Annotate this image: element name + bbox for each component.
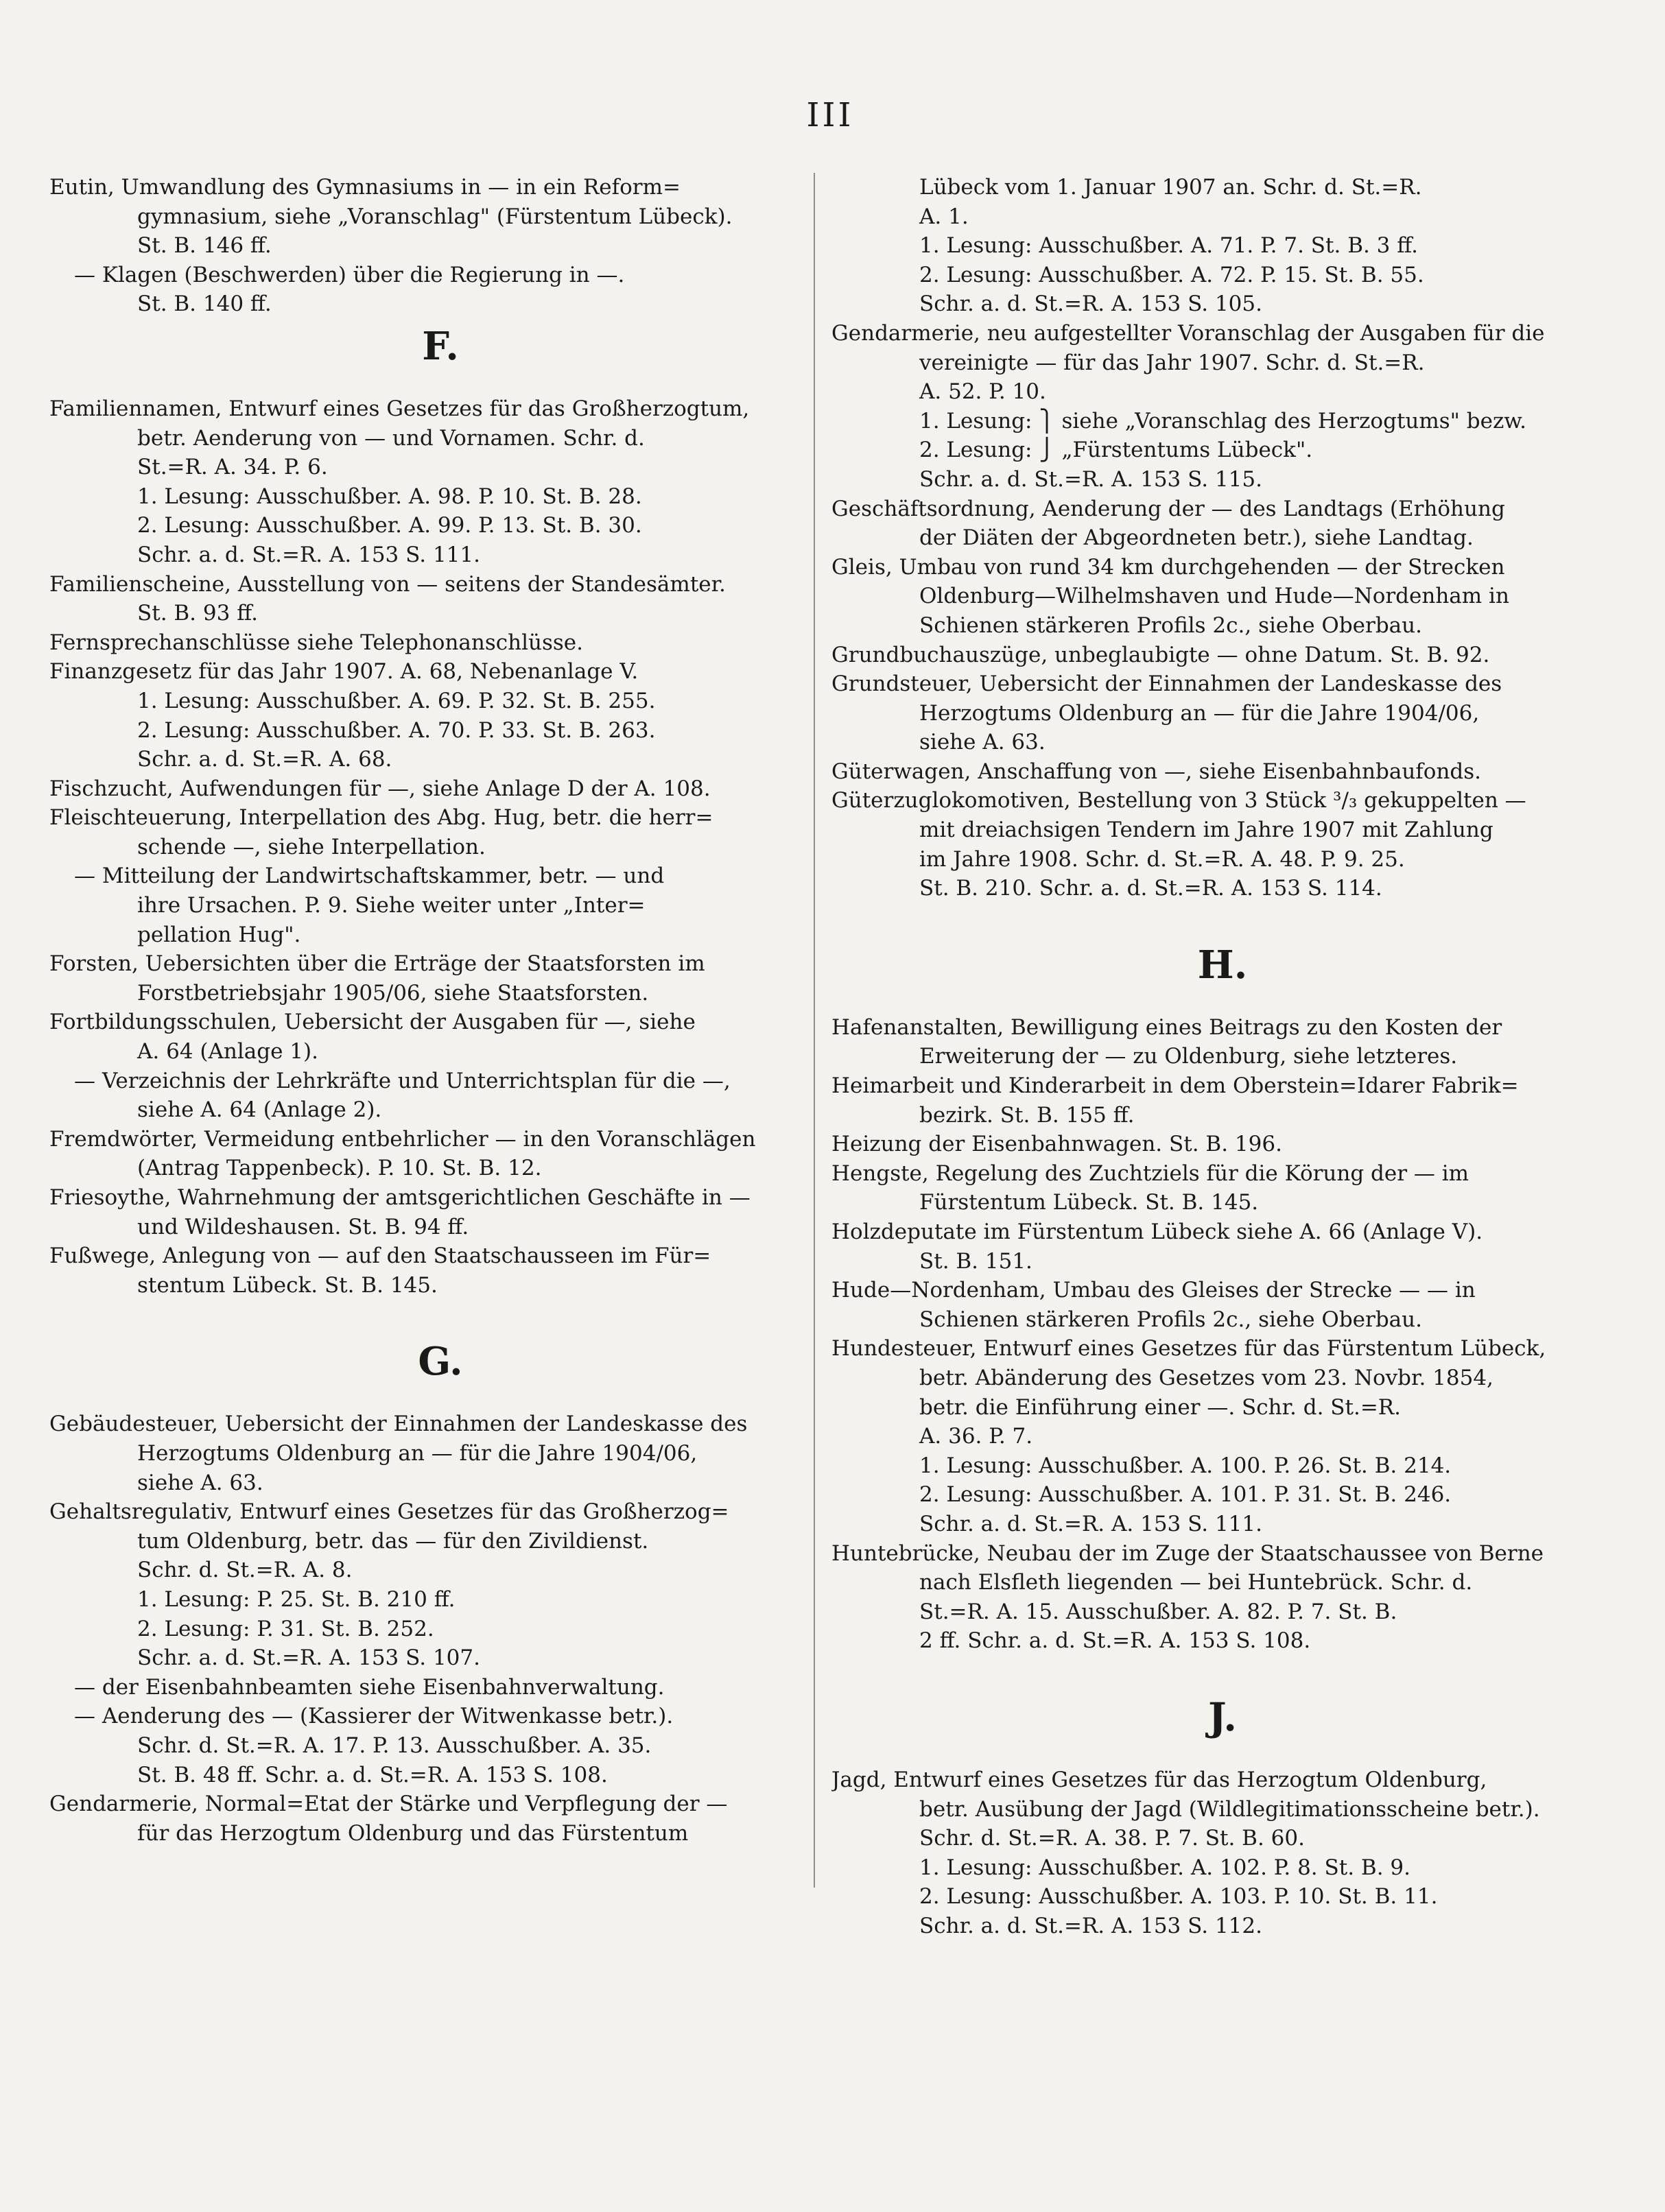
index-entry-line: Schr. d. St.=R. A. 17. P. 13. Ausschußber. A. 35. <box>137 1733 652 1758</box>
index-entry-line: — Verzeichnis der Lehrkräfte und Unterrichtsplan für die —, <box>74 1068 731 1093</box>
index-entry-line: der Diäten der Abgeordneten betr.), siehe Landtag. <box>919 525 1474 551</box>
index-entry-heading: Güterwagen, Anschaffung von —, siehe Eisenbahnbaufonds. <box>831 759 1482 784</box>
index-entry-line: stentum Lübeck. St. B. 145. <box>137 1272 438 1298</box>
index-entry-line: Forstbetriebsjahr 1905/06, siehe Staatsforsten. <box>137 980 649 1006</box>
index-entry-line: ihre Ursachen. P. 9. Siehe weiter unter „Inter= <box>137 893 646 918</box>
index-entry-heading: Heizung der Eisenbahnwagen. St. B. 196. <box>831 1132 1282 1157</box>
index-entry-line: 2. Lesung: Ausschußber. A. 70. P. 33. St. B. 263. <box>137 717 656 743</box>
index-entry-heading: Eutin, Umwandlung des Gymnasiums in — in ein Reform= <box>49 175 681 200</box>
index-entry-line: Herzogtums Oldenburg an — für die Jahre 1904/06, <box>919 700 1480 726</box>
index-entry-line: mit dreiachsigen Tendern im Jahre 1907 mit Zahlung <box>919 818 1493 843</box>
index-entry-heading: Holzdeputate im Fürstentum Lübeck siehe A. 66 (Anlage V). <box>831 1220 1483 1244</box>
index-entry-line: (Antrag Tappenbeck). P. 10. St. B. 12. <box>137 1156 542 1181</box>
index-entry-heading: Finanzgesetz für das Jahr 1907. A. 68, Nebenanlage V. <box>49 659 639 685</box>
index-entry-line: pellation Hug". <box>137 922 301 947</box>
index-entry-line: gymnasium, siehe „Voranschlag" (Fürstentum Lübeck). <box>137 204 733 229</box>
index-entry-line: 2. Lesung: Ausschußber. A. 99. P. 13. St. B. 30. <box>137 513 642 538</box>
index-entry-line: St.=R. A. 15. Ausschußber. A. 82. P. 7. St. B. <box>919 1599 1397 1624</box>
index-entry-line: Herzogtums Oldenburg an — für die Jahre 1904/06, <box>137 1440 698 1466</box>
index-entry-line: im Jahre 1908. Schr. d. St.=R. A. 48. P. 9. 25. <box>919 846 1405 872</box>
index-entry-line: Schr. a. d. St.=R. A. 153 S. 105. <box>919 292 1262 317</box>
index-entry-line: St.=R. A. 34. P. 6. <box>137 455 328 480</box>
index-entry-line: Lübeck vom 1. Januar 1907 an. Schr. d. St.=R. <box>919 175 1422 200</box>
index-entry-line: tum Oldenburg, betr. das — für den Zivildienst. <box>137 1528 649 1554</box>
index-entry-heading: Familienscheine, Ausstellung von — seitens der Standesämter. <box>49 571 726 597</box>
index-entry-heading: Jagd, Entwurf eines Gesetzes für das Herzogtum Oldenburg, <box>831 1767 1487 1792</box>
index-entry-heading: Grundsteuer, Uebersicht der Einnahmen der Landeskasse des <box>831 671 1502 697</box>
index-entry-line: betr. Aenderung von — und Vornamen. Schr. d. <box>137 425 645 451</box>
index-entry-line: Oldenburg—Wilhelmshaven und Hude—Nordenham in <box>919 584 1509 609</box>
index-entry-line: Schr. a. d. St.=R. A. 153 S. 111. <box>137 542 480 567</box>
index-entry-heading: Gehaltsregulativ, Entwurf eines Gesetzes für das Großherzog= <box>49 1499 729 1525</box>
index-entry-line: Erweiterung der — zu Oldenburg, siehe letzteres. <box>919 1044 1458 1069</box>
index-entry-line: — Mitteilung der Landwirtschaftskammer, betr. — und <box>74 864 665 889</box>
index-entry-line: 2. Lesung: Ausschußber. A. 103. P. 10. St. B. 11. <box>919 1884 1438 1910</box>
index-entry-line: Schr. a. d. St.=R. A. 153 S. 107. <box>137 1645 480 1671</box>
column-divider <box>814 173 815 1888</box>
index-entry-line: 1. Lesung: Ausschußber. A. 100. P. 26. St. B. 214. <box>919 1453 1452 1478</box>
index-entry-line: siehe A. 63. <box>919 730 1046 755</box>
index-entry-line: Schr. a. d. St.=R. A. 68. <box>137 747 392 772</box>
index-entry-line: Fürstentum Lübeck. St. B. 145. <box>919 1190 1259 1215</box>
index-entry-line: — der Eisenbahnbeamten siehe Eisenbahnverwaltung. <box>74 1674 665 1700</box>
index-entry-line: A. 36. P. 7. <box>919 1424 1033 1449</box>
index-entry-heading: Fleischteuerung, Interpellation des Abg. Hug, betr. die herr= <box>49 805 713 831</box>
index-entry-line: betr. Ausübung der Jagd (Wildlegitimationsscheine betr.). <box>919 1796 1540 1822</box>
index-entry-line: 2. Lesung: P. 31. St. B. 252. <box>137 1616 434 1641</box>
index-entry-line: St. B. 151. <box>919 1248 1032 1274</box>
left-column <box>49 173 831 1848</box>
index-entry-heading: Friesoythe, Wahrnehmung der amtsgerichtlichen Geschäfte in — <box>49 1185 751 1210</box>
index-entry-heading: Fußwege, Anlegung von — auf den Staatschausseen im Für= <box>49 1244 711 1269</box>
index-entry-line: 1. Lesung: Ausschußber. A. 98. P. 10. St. B. 28. <box>137 484 642 509</box>
index-entry-line: A. 64 (Anlage 1). <box>137 1039 318 1065</box>
index-entry-line: — Klagen (Beschwerden) über die Regierung in —. <box>74 262 625 287</box>
index-entry-line: A. 52. P. 10. <box>919 379 1046 405</box>
index-entry-line: 2. Lesung: ⎭ „Fürstentums Lübeck". <box>919 438 1313 463</box>
right-column <box>831 173 1614 1940</box>
index-entry-line: siehe A. 63. <box>137 1470 263 1495</box>
index-entry-line: — Aenderung des — (Kassierer der Witwenkasse betr.). <box>74 1704 674 1729</box>
index-entry-line: Schienen stärkeren Profils 2c., siehe Oberbau. <box>919 613 1422 638</box>
index-entry-line: 1. Lesung: Ausschußber. A. 102. P. 8. St. B. 9. <box>919 1855 1410 1880</box>
index-entry-line: für das Herzogtum Oldenburg und das Fürstentum <box>137 1820 689 1846</box>
index-entry-line: Schr. a. d. St.=R. A. 153 S. 112. <box>919 1913 1262 1938</box>
section-letter-heading: F. <box>422 323 459 369</box>
section-letter-heading: J. <box>1208 1694 1237 1740</box>
index-entry-line: vereinigte — für das Jahr 1907. Schr. d. St.=R. <box>919 350 1425 375</box>
index-entry-heading: Gebäudesteuer, Uebersicht der Einnahmen der Landeskasse des <box>49 1412 748 1437</box>
index-entry-heading: Hengste, Regelung des Zuchtziels für die Körung der — im <box>831 1161 1469 1186</box>
index-entry-heading: Hude—Nordenham, Umbau des Gleises der Strecke — — in <box>831 1278 1476 1303</box>
page-number: III <box>806 96 854 134</box>
index-entry-line: Schr. a. d. St.=R. A. 153 S. 111. <box>919 1511 1262 1536</box>
index-entry-line: 1. Lesung: Ausschußber. A. 71. P. 7. St. B. 3 ff. <box>919 233 1419 259</box>
index-entry-line: 1. Lesung: P. 25. St. B. 210 ff. <box>137 1586 456 1612</box>
index-entry-line: betr. Abänderung des Gesetzes vom 23. Novbr. 1854, <box>919 1365 1493 1390</box>
index-entry-line: Schr. a. d. St.=R. A. 153 S. 115. <box>919 466 1262 492</box>
index-entry-line: 1. Lesung: Ausschußber. A. 69. P. 32. St. B. 255. <box>137 688 656 713</box>
index-entry-line: betr. die Einführung einer —. Schr. d. St.=R. <box>919 1394 1401 1420</box>
index-entry-heading: Fortbildungsschulen, Uebersicht der Ausgaben für —, siehe <box>49 1010 696 1035</box>
index-entry-heading: Fernsprechanschlüsse siehe Telephonanschlüsse. <box>49 630 583 655</box>
index-entry-heading: Fischzucht, Aufwendungen für —, siehe Anlage D der A. 108. <box>49 776 711 801</box>
index-entry-line: St. B. 146 ff. <box>137 233 272 259</box>
index-entry-heading: Güterzuglokomotiven, Bestellung von 3 Stück ³/₃ gekuppelten — <box>831 788 1526 813</box>
section-letter-heading: H. <box>1197 942 1248 988</box>
index-entry-line: siehe A. 64 (Anlage 2). <box>137 1097 382 1123</box>
index-entry-line: schende —, siehe Interpellation. <box>137 834 486 859</box>
index-entry-heading: Huntebrücke, Neubau der im Zuge der Staatschaussee von Berne <box>831 1541 1544 1566</box>
index-entry-line: 2 ff. Schr. a. d. St.=R. A. 153 S. 108. <box>919 1628 1311 1654</box>
index-entry-heading: Hundesteuer, Entwurf eines Gesetzes für das Fürstentum Lübeck, <box>831 1336 1546 1361</box>
index-entry-heading: Fremdwörter, Vermeidung entbehrlicher — in den Voranschlägen <box>49 1126 756 1152</box>
index-entry-heading: Gendarmerie, Normal=Etat der Stärke und Verpflegung der — <box>49 1792 728 1817</box>
index-entry-line: Schr. d. St.=R. A. 8. <box>137 1558 353 1583</box>
index-entry-line: Schr. d. St.=R. A. 38. P. 7. St. B. 60. <box>919 1826 1305 1851</box>
index-entry-line: St. B. 210. Schr. a. d. St.=R. A. 153 S. 114. <box>919 876 1382 901</box>
index-entry-line: Schienen stärkeren Profils 2c., siehe Oberbau. <box>919 1307 1422 1332</box>
index-entry-line: 1. Lesung: ⎫ siehe „Voranschlag des Herzogtums" bezw. <box>919 408 1527 433</box>
index-entry-heading: Forsten, Uebersichten über die Erträge der Staatsforsten im <box>49 951 705 977</box>
index-entry-line: St. B. 93 ff. <box>137 601 258 626</box>
index-entry-heading: Geschäftsordnung, Aenderung der — des Landtags (Erhöhung <box>831 496 1505 521</box>
section-letter-heading: G. <box>418 1339 463 1385</box>
index-entry-line: A. 1. <box>919 204 969 229</box>
index-entry-heading: Hafenanstalten, Bewilligung eines Beitrags zu den Kosten der <box>831 1014 1502 1040</box>
index-entry-line: St. B. 140 ff. <box>137 292 272 317</box>
index-entry-heading: Familiennamen, Entwurf eines Gesetzes für das Großherzogtum, <box>49 396 750 421</box>
index-entry-line: und Wildeshausen. St. B. 94 ff. <box>137 1214 469 1239</box>
index-entry-heading: Gendarmerie, neu aufgestellter Voranschlag der Ausgaben für die <box>831 320 1545 346</box>
index-entry-line: St. B. 48 ff. Schr. a. d. St.=R. A. 153 S. 108. <box>137 1762 608 1787</box>
index-entry-heading: Gleis, Umbau von rund 34 km durchgehenden — der Strecken <box>831 554 1505 580</box>
index-entry-heading: Heimarbeit und Kinderarbeit in dem Oberstein=Idarer Fabrik= <box>831 1073 1519 1099</box>
index-entry-line: bezirk. St. B. 155 ff. <box>919 1102 1135 1128</box>
index-entry-line: 2. Lesung: Ausschußber. A. 101. P. 31. St. B. 246. <box>919 1482 1452 1508</box>
index-entry-heading: Grundbuchauszüge, unbeglaubigte — ohne Datum. St. B. 92. <box>831 642 1490 667</box>
index-entry-line: nach Elsfleth liegenden — bei Huntebrück. Schr. d. <box>919 1570 1473 1595</box>
index-entry-line: 2. Lesung: Ausschußber. A. 72. P. 15. St. B. 55. <box>919 262 1424 287</box>
